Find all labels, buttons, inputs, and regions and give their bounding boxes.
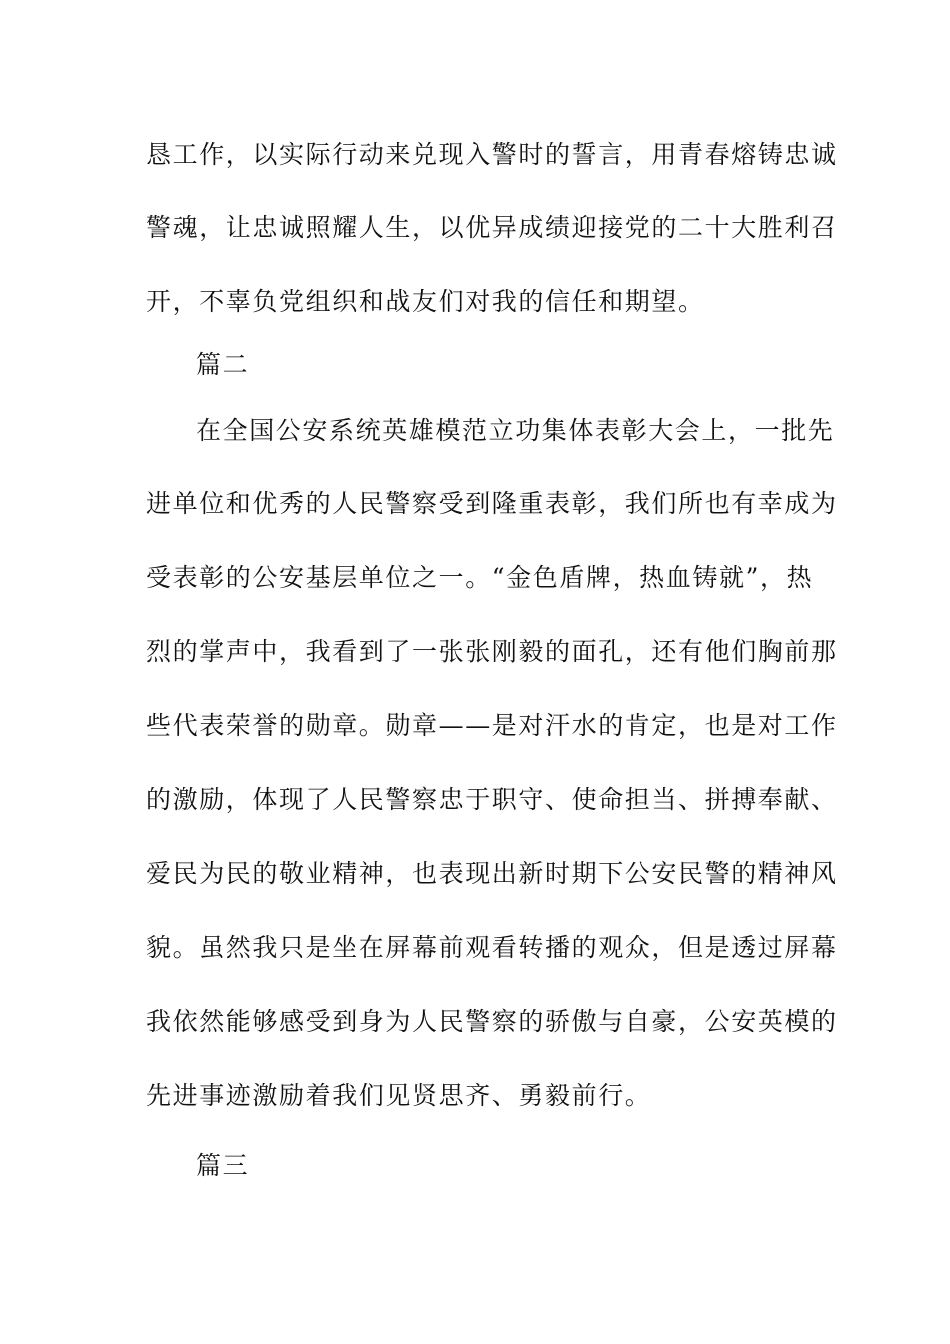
paragraph-2-line-9: 我依然能够感受到身为人民警察的骄傲与自豪，公安英模的 bbox=[146, 1007, 838, 1036]
paragraph-1-line-2: 警魂，让忠诚照耀人生，以优异成绩迎接党的二十大胜利召 bbox=[146, 213, 838, 242]
paragraph-2-line-2: 进单位和优秀的人民警察受到隆重表彰，我们所也有幸成为 bbox=[146, 489, 838, 518]
paragraph-2-line-3: 受表彰的公安基层单位之一。“金色盾牌，热血铸就”，热 bbox=[146, 563, 814, 592]
paragraph-1-line-3: 开，不辜负党组织和战友们对我的信任和期望。 bbox=[146, 287, 705, 316]
paragraph-2-line-8: 貌。虽然我只是坐在屏幕前观看转播的观众，但是透过屏幕 bbox=[146, 933, 838, 962]
paragraph-2-line-1: 在全国公安系统英雄模范立功集体表彰大会上，一批先 bbox=[196, 416, 835, 445]
section-3-heading: 篇三 bbox=[196, 1151, 250, 1180]
paragraph-2-line-5: 些代表荣誉的勋章。勋章——是对汗水的肯定，也是对工作 bbox=[146, 711, 838, 740]
paragraph-2-line-10: 先进事迹激励着我们见贤思齐、勇毅前行。 bbox=[146, 1081, 652, 1110]
paragraph-2-line-6: 的激励，体现了人民警察忠于职守、使命担当、拼搏奉献、 bbox=[146, 785, 838, 814]
paragraph-2-line-4: 烈的掌声中，我看到了一张张刚毅的面孔，还有他们胸前那 bbox=[146, 637, 838, 666]
paragraph-2-line-7: 爱民为民的敬业精神，也表现出新时期下公安民警的精神风 bbox=[146, 859, 838, 888]
paragraph-1-line-1: 恳工作，以实际行动来兑现入警时的誓言，用青春熔铸忠诚 bbox=[146, 140, 838, 169]
section-2-heading: 篇二 bbox=[196, 350, 250, 379]
